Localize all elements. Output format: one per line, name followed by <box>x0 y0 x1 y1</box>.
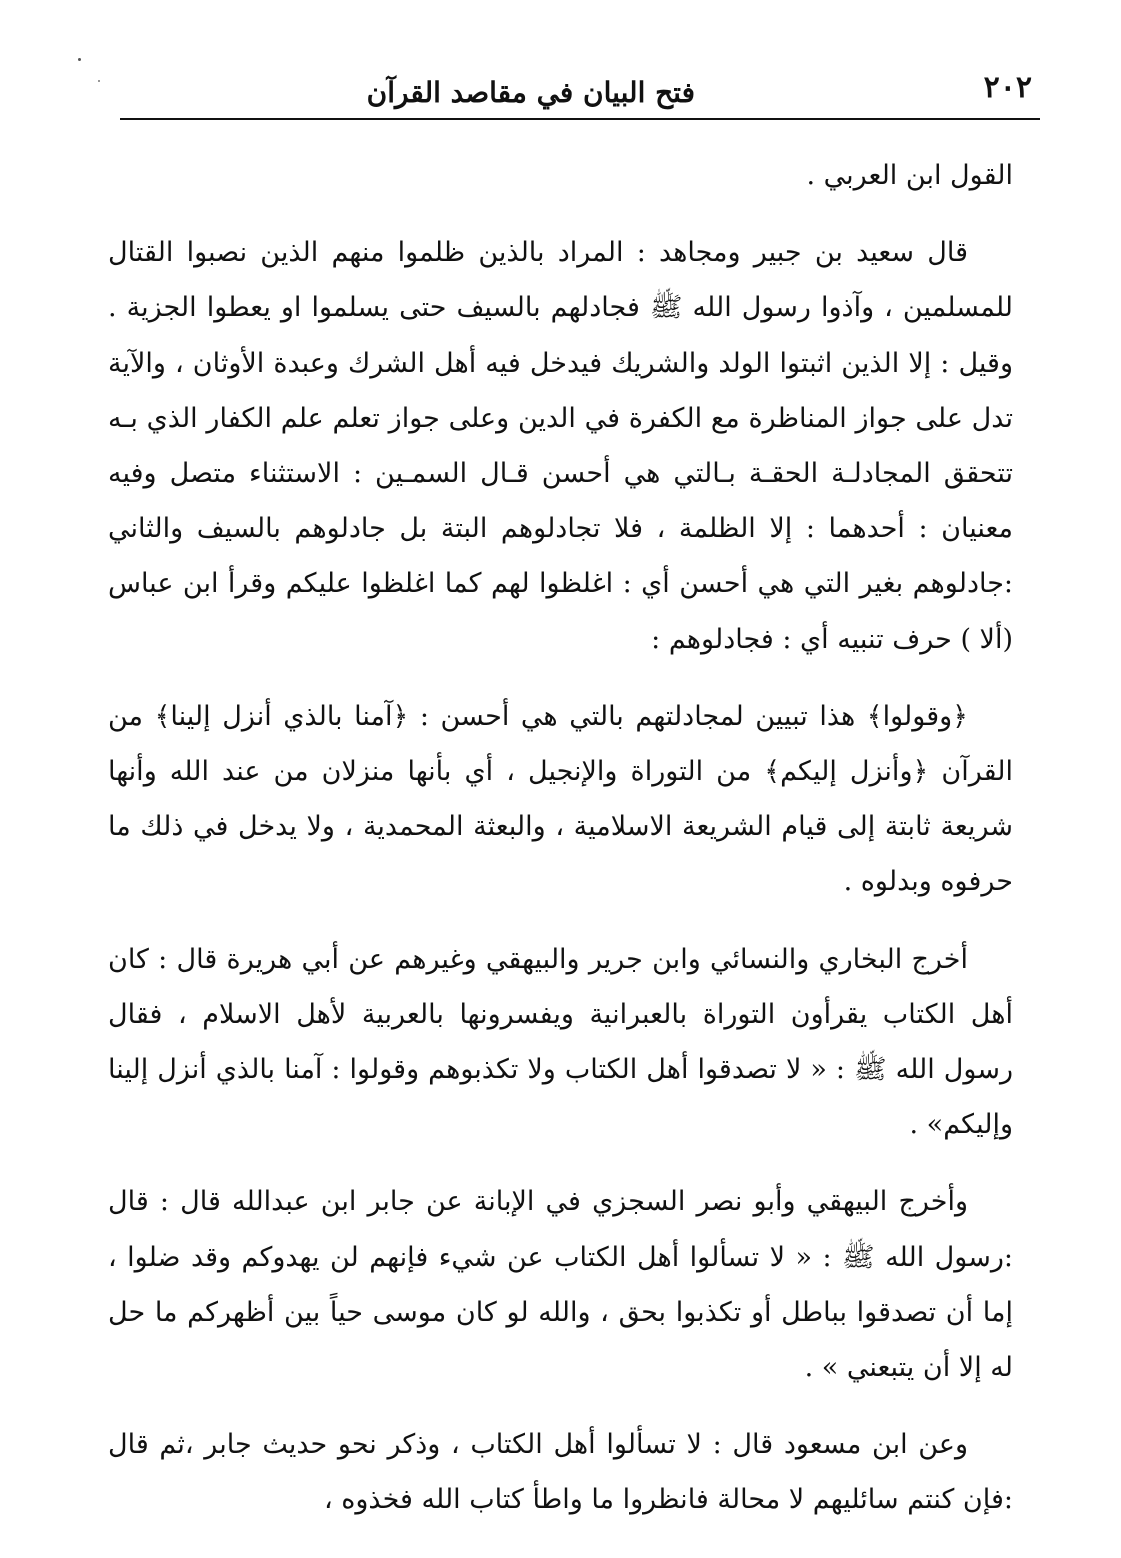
paragraph: وأخرج البيهقي وأبو نصر السجزي في الإبانة عن جابر ابن عبدالله قال : قال :رسول الله ﷺ : « لا تسألوا أهل الكتاب عن شيء فإنهم لن يهدوكم وقد ضلوا ، إما أن تصدقوا بباطل أو تكذبوا بحق ، والله لو كان موسى حياً بين أظهركم ما حل له إلا أن يتبعني » . <box>108 1186 1013 1384</box>
paragraph: ﴿وقولوا﴾ هذا تبيين لمجادلتهم بالتي هي أحسن : ﴿آمنا بالذي أنزل إلينا﴾ من القرآن ﴿وأنزل إليكم﴾ من التوراة والإنجيل ، أي بأنها منزلان من عند الله وأنها شريعة ثابتة إلى قيام الشريعة الاسلامية ، والبعثة المحمدية ، ولا يدخل في ذلك ما حرفوه وبدلوه . <box>108 700 1013 898</box>
scan-speck <box>78 58 81 61</box>
page-header <box>120 66 1040 120</box>
paragraph: أخرج البخاري والنسائي وابن جرير والبيهقي وغيرهم عن أبي هريرة قال : كان أهل الكتاب يقرأون التوراة بالعبرانية ويفسرونها بالعربية لأهل الاسلام ، فقال رسول الله ﷺ : « لا تصدقوا أهل الكتاب ولا تكذبوهم وقولوا : آمنا بالذي أنزل إلينا وإليكم» . <box>108 943 1013 1141</box>
header-rule <box>120 118 1040 120</box>
running-title: فتح البيان في مقاصد القرآن <box>366 76 695 109</box>
scan-speck <box>98 80 100 82</box>
paragraph: القول ابن العربي . <box>806 160 1013 191</box>
body-text <box>108 148 1013 1528</box>
page-number: ٢٠٢ <box>983 70 1032 105</box>
paragraph: قال سعيد بن جبير ومجاهد : المراد بالذين ظلموا منهم الذين نصبوا القتال للمسلمين ، وآذوا رسول الله ﷺ فجادلهم بالسيف حتى يسلموا او يعطوا الجزية . وقيل : إلا الذين اثبتوا الولد والشريك فيدخل فيه أهل الشرك وعبدة الأوثان ، والآية تدل على جواز المناظرة مع الكفرة في الدين وعلى جواز تعلم علم الكفار الذي بـه تتحقق المجادلـة الحقـة بـالتي هي أحسن قـال السمـين : الاستثناء متصل وفيه معنيان : أحدهما : إلا الظلمة ، فلا تجادلوهم البتة بل جادلوهم بالسيف والثاني :جادلوهم بغير التي هي أحسن أي : اغلظوا لهم كما اغلظوا عليكم وقرأ ابن عباس (ألا ) حرف تنبيه أي : فجادلوهم : <box>108 237 1013 655</box>
paragraph: وعن ابن مسعود قال : لا تسألوا أهل الكتاب ، وذكر نحو حديث جابر ،ثم قال :فإن كنتم سائليهم لا محالة فانظروا ما واطأ كتاب الله فخذوه ، <box>108 1429 1013 1516</box>
